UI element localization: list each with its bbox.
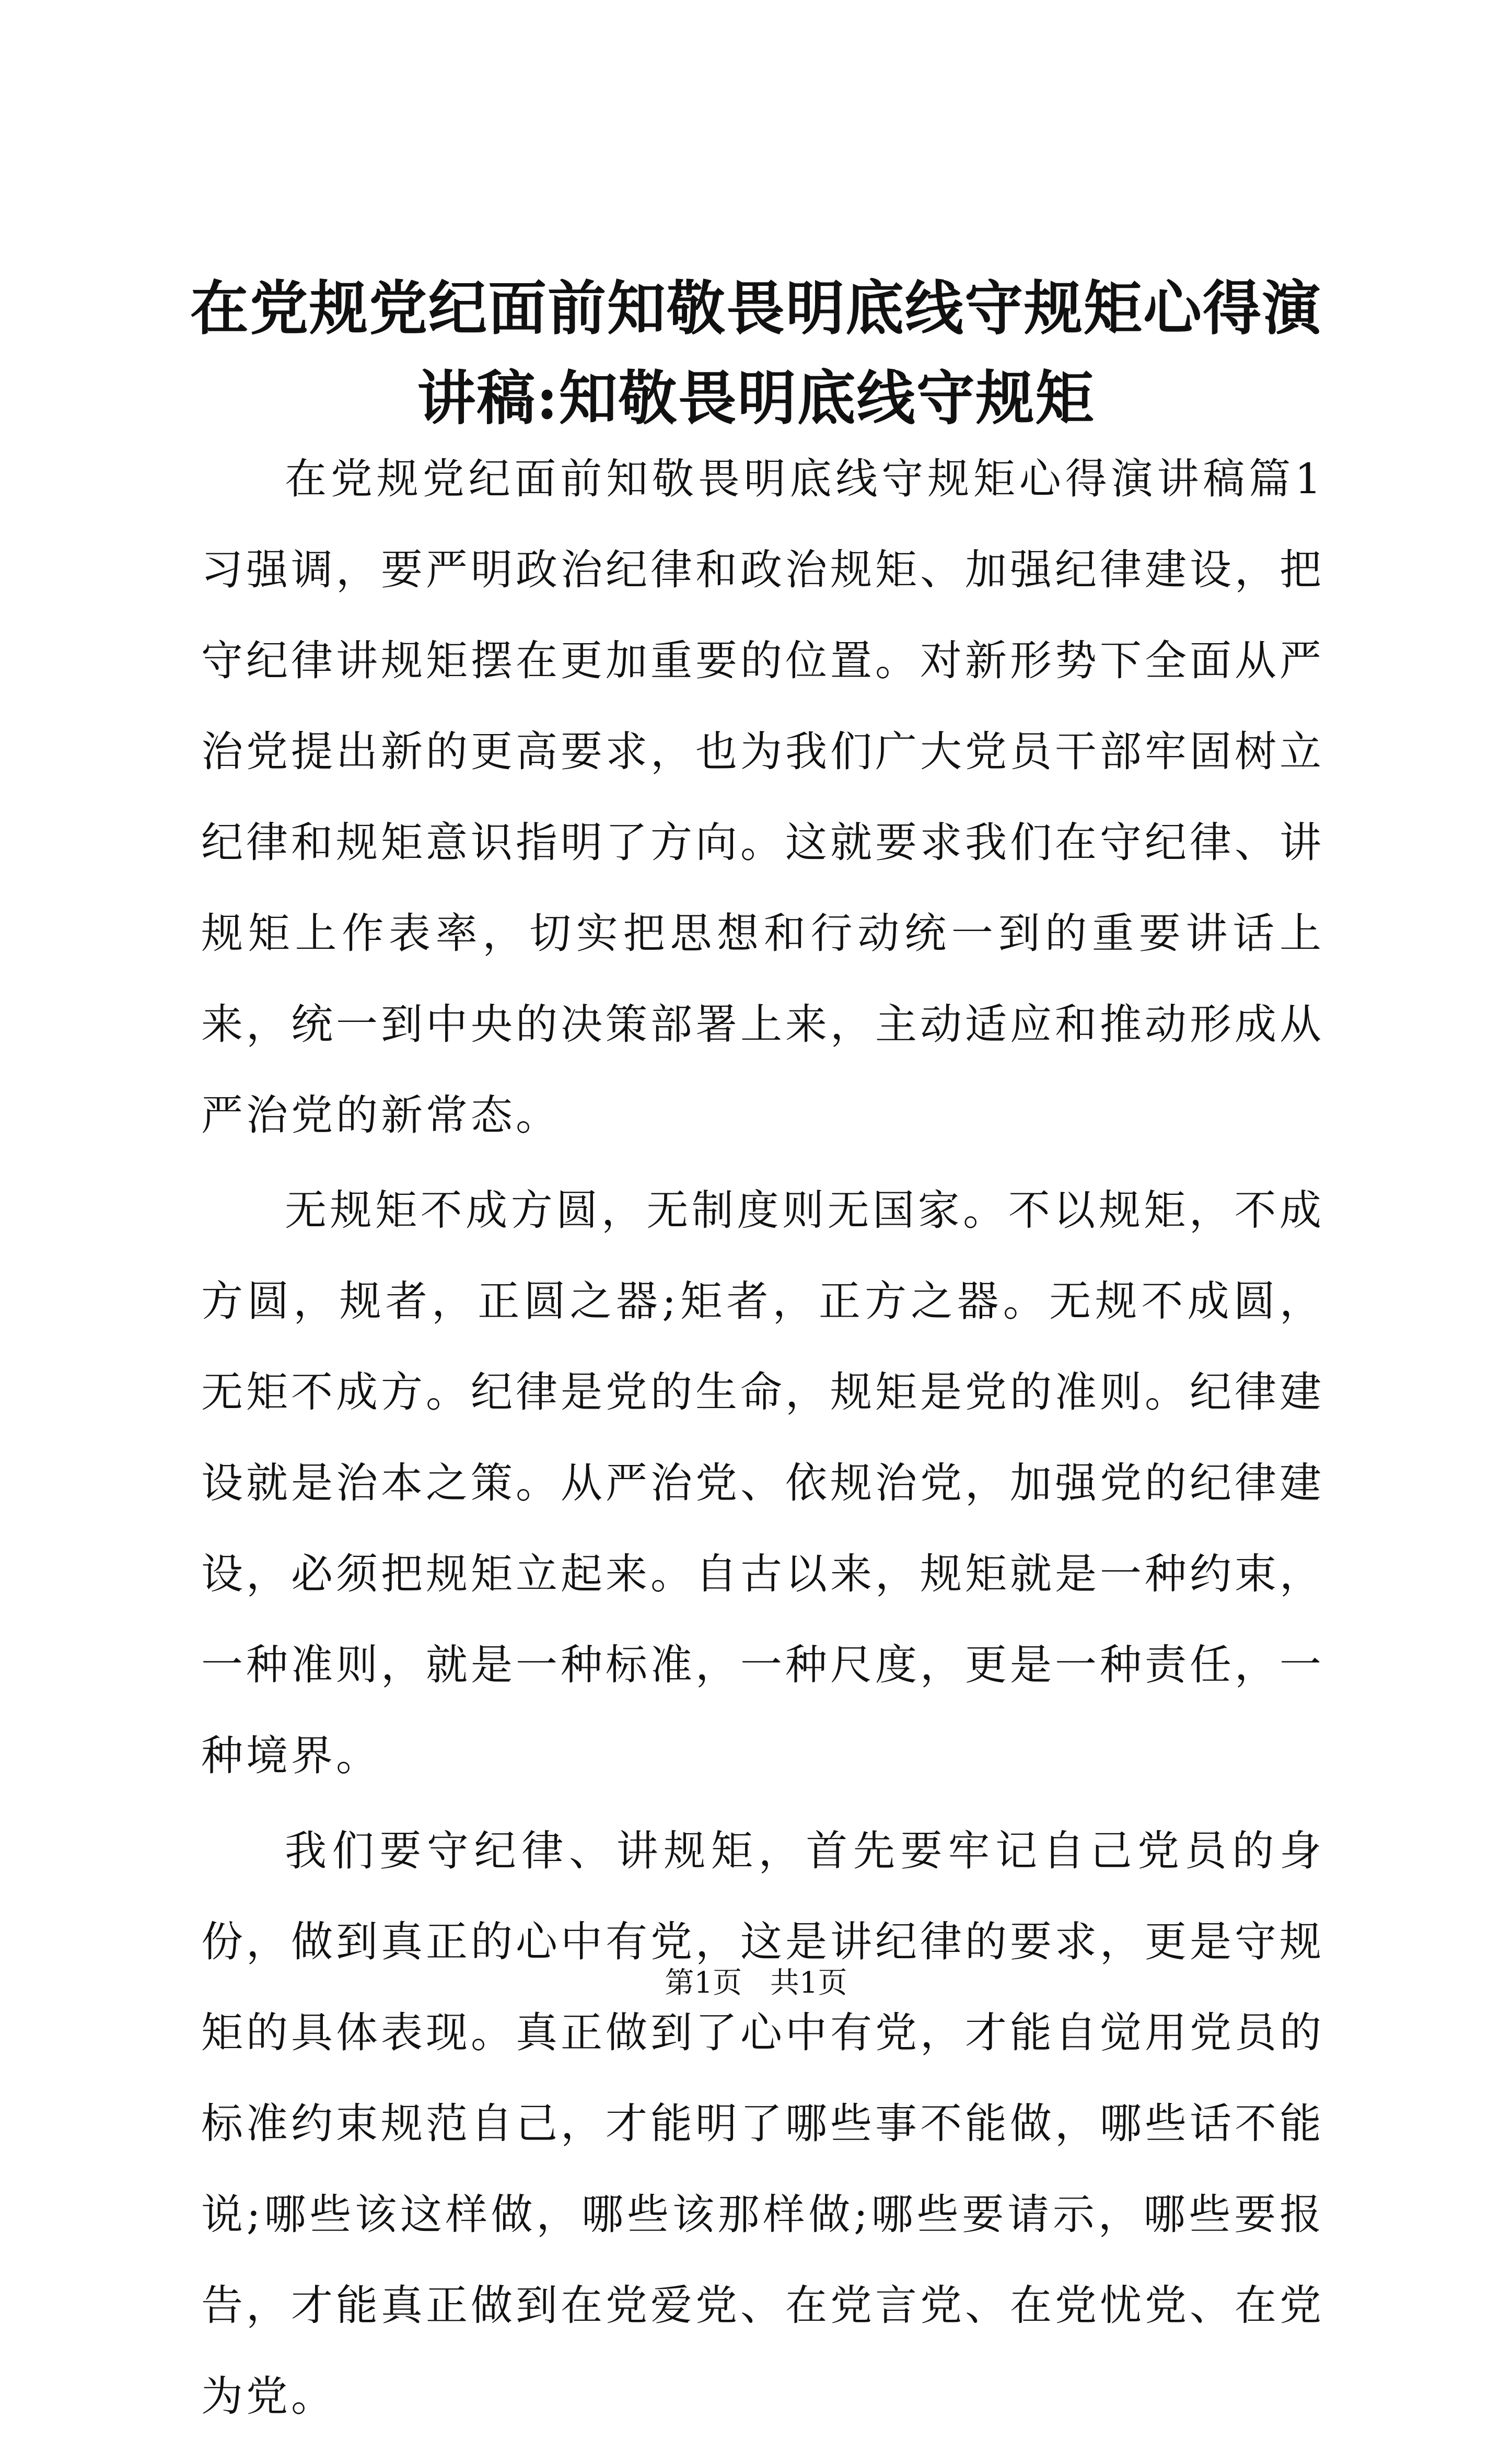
page-footer	[0, 1962, 1512, 2004]
document-title: 在党规党纪面前知敬畏明底线守规矩心得演讲稿:知敬畏明底线守规矩	[190, 274, 1322, 433]
document-body	[201, 434, 1324, 2442]
page-number: 第1页	[665, 1966, 742, 2000]
body-paragraph: 我们要守纪律、讲规矩，首先要牢记自己党员的身份，做到真正的心中有党，这是讲纪律的要求，更是守规矩的具体表现。真正做到了心中有党，才能自觉用党员的标准约束规范自己，才能明了哪些事不能做，哪些话不能说;哪些该这样做，哪些该那样做;哪些要请示，哪些要报告，才能真正做到在党爱党、在党言党、在党忧党、在党为党。	[201, 1827, 1324, 2421]
body-paragraph: 无规矩不成方圆，无制度则无国家。不以规矩，不成方圆，规者，正圆之器;矩者，正方之器。无规不成圆，无矩不成方。纪律是党的生命，规矩是党的准则。纪律建设就是治本之策。从严治党、依规治党，加强党的纪律建设，必须把规矩立起来。自古以来，规矩就是一种约束，一种准则，就是一种标准，一种尺度，更是一种责任，一种境界。	[201, 1186, 1324, 1780]
body-paragraph: 在党规党纪面前知敬畏明底线守规矩心得演讲稿篇1习强调，要严明政治纪律和政治规矩、加强纪律建设，把守纪律讲规矩摆在更加重要的位置。对新形势下全面从严治党提出新的更高要求，也为我们广大党员干部牢固树立纪律和规矩意识指明了方向。这就要求我们在守纪律、讲规矩上作表率，切实把思想和行动统一到的重要讲话上来，统一到中央的决策部署上来，主动适应和推动形成从严治党的新常态。	[201, 455, 1324, 1139]
page-total: 共1页	[770, 1966, 847, 2000]
